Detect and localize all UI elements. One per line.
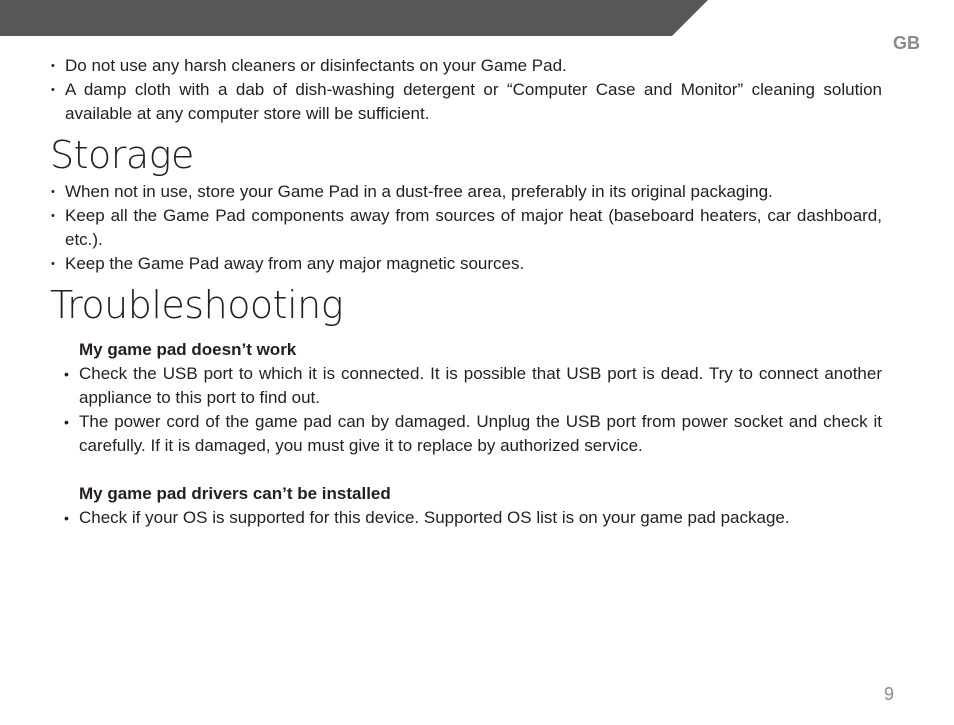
list-item: • A damp cloth with a dab of dish-washing detergent or “Computer Case and Monitor” cleaning solution available at any computer store will be sufficient. — [50, 78, 882, 126]
list-item: • Do not use any harsh cleaners or disinfectants on your Game Pad. — [50, 54, 882, 78]
header-bar-shape — [0, 0, 708, 36]
list-item: • When not in use, store your Game Pad in a dust-free area, preferably in its original packaging. — [50, 180, 882, 204]
language-tag: GB — [893, 33, 920, 53]
list-item: • The power cord of the game pad can by damaged. Unplug the USB port from power socket and check it carefully. If it is damaged, you must give it to replace by authorized service. — [64, 410, 882, 458]
list-item: • Check if your OS is supported for this device. Supported OS list is on your game pad package. — [64, 506, 882, 530]
problem-bullet-list — [64, 506, 882, 530]
troubleshooting-heading: Troubleshooting — [50, 283, 344, 327]
page-number: 9 — [883, 684, 894, 704]
problem-title: My game pad doesn’t work — [79, 340, 297, 359]
header-bar — [0, 0, 954, 36]
intro-bullet-list — [50, 54, 882, 126]
list-item: • Check the USB port to which it is connected. It is possible that USB port is dead. Try to connect another appliance to this port to find out. — [64, 362, 882, 410]
storage-bullet-list — [50, 180, 882, 276]
page-content — [50, 54, 882, 530]
list-item: • Keep the Game Pad away from any major magnetic sources. — [50, 252, 882, 276]
list-item: • Keep all the Game Pad components away from sources of major heat (baseboard heaters, car dashboard, etc.). — [50, 204, 882, 252]
storage-heading: Storage — [50, 133, 194, 177]
problem-bullet-list — [64, 362, 882, 458]
problem-title: My game pad drivers can’t be installed — [79, 484, 391, 503]
troubleshooting-section — [50, 338, 882, 530]
